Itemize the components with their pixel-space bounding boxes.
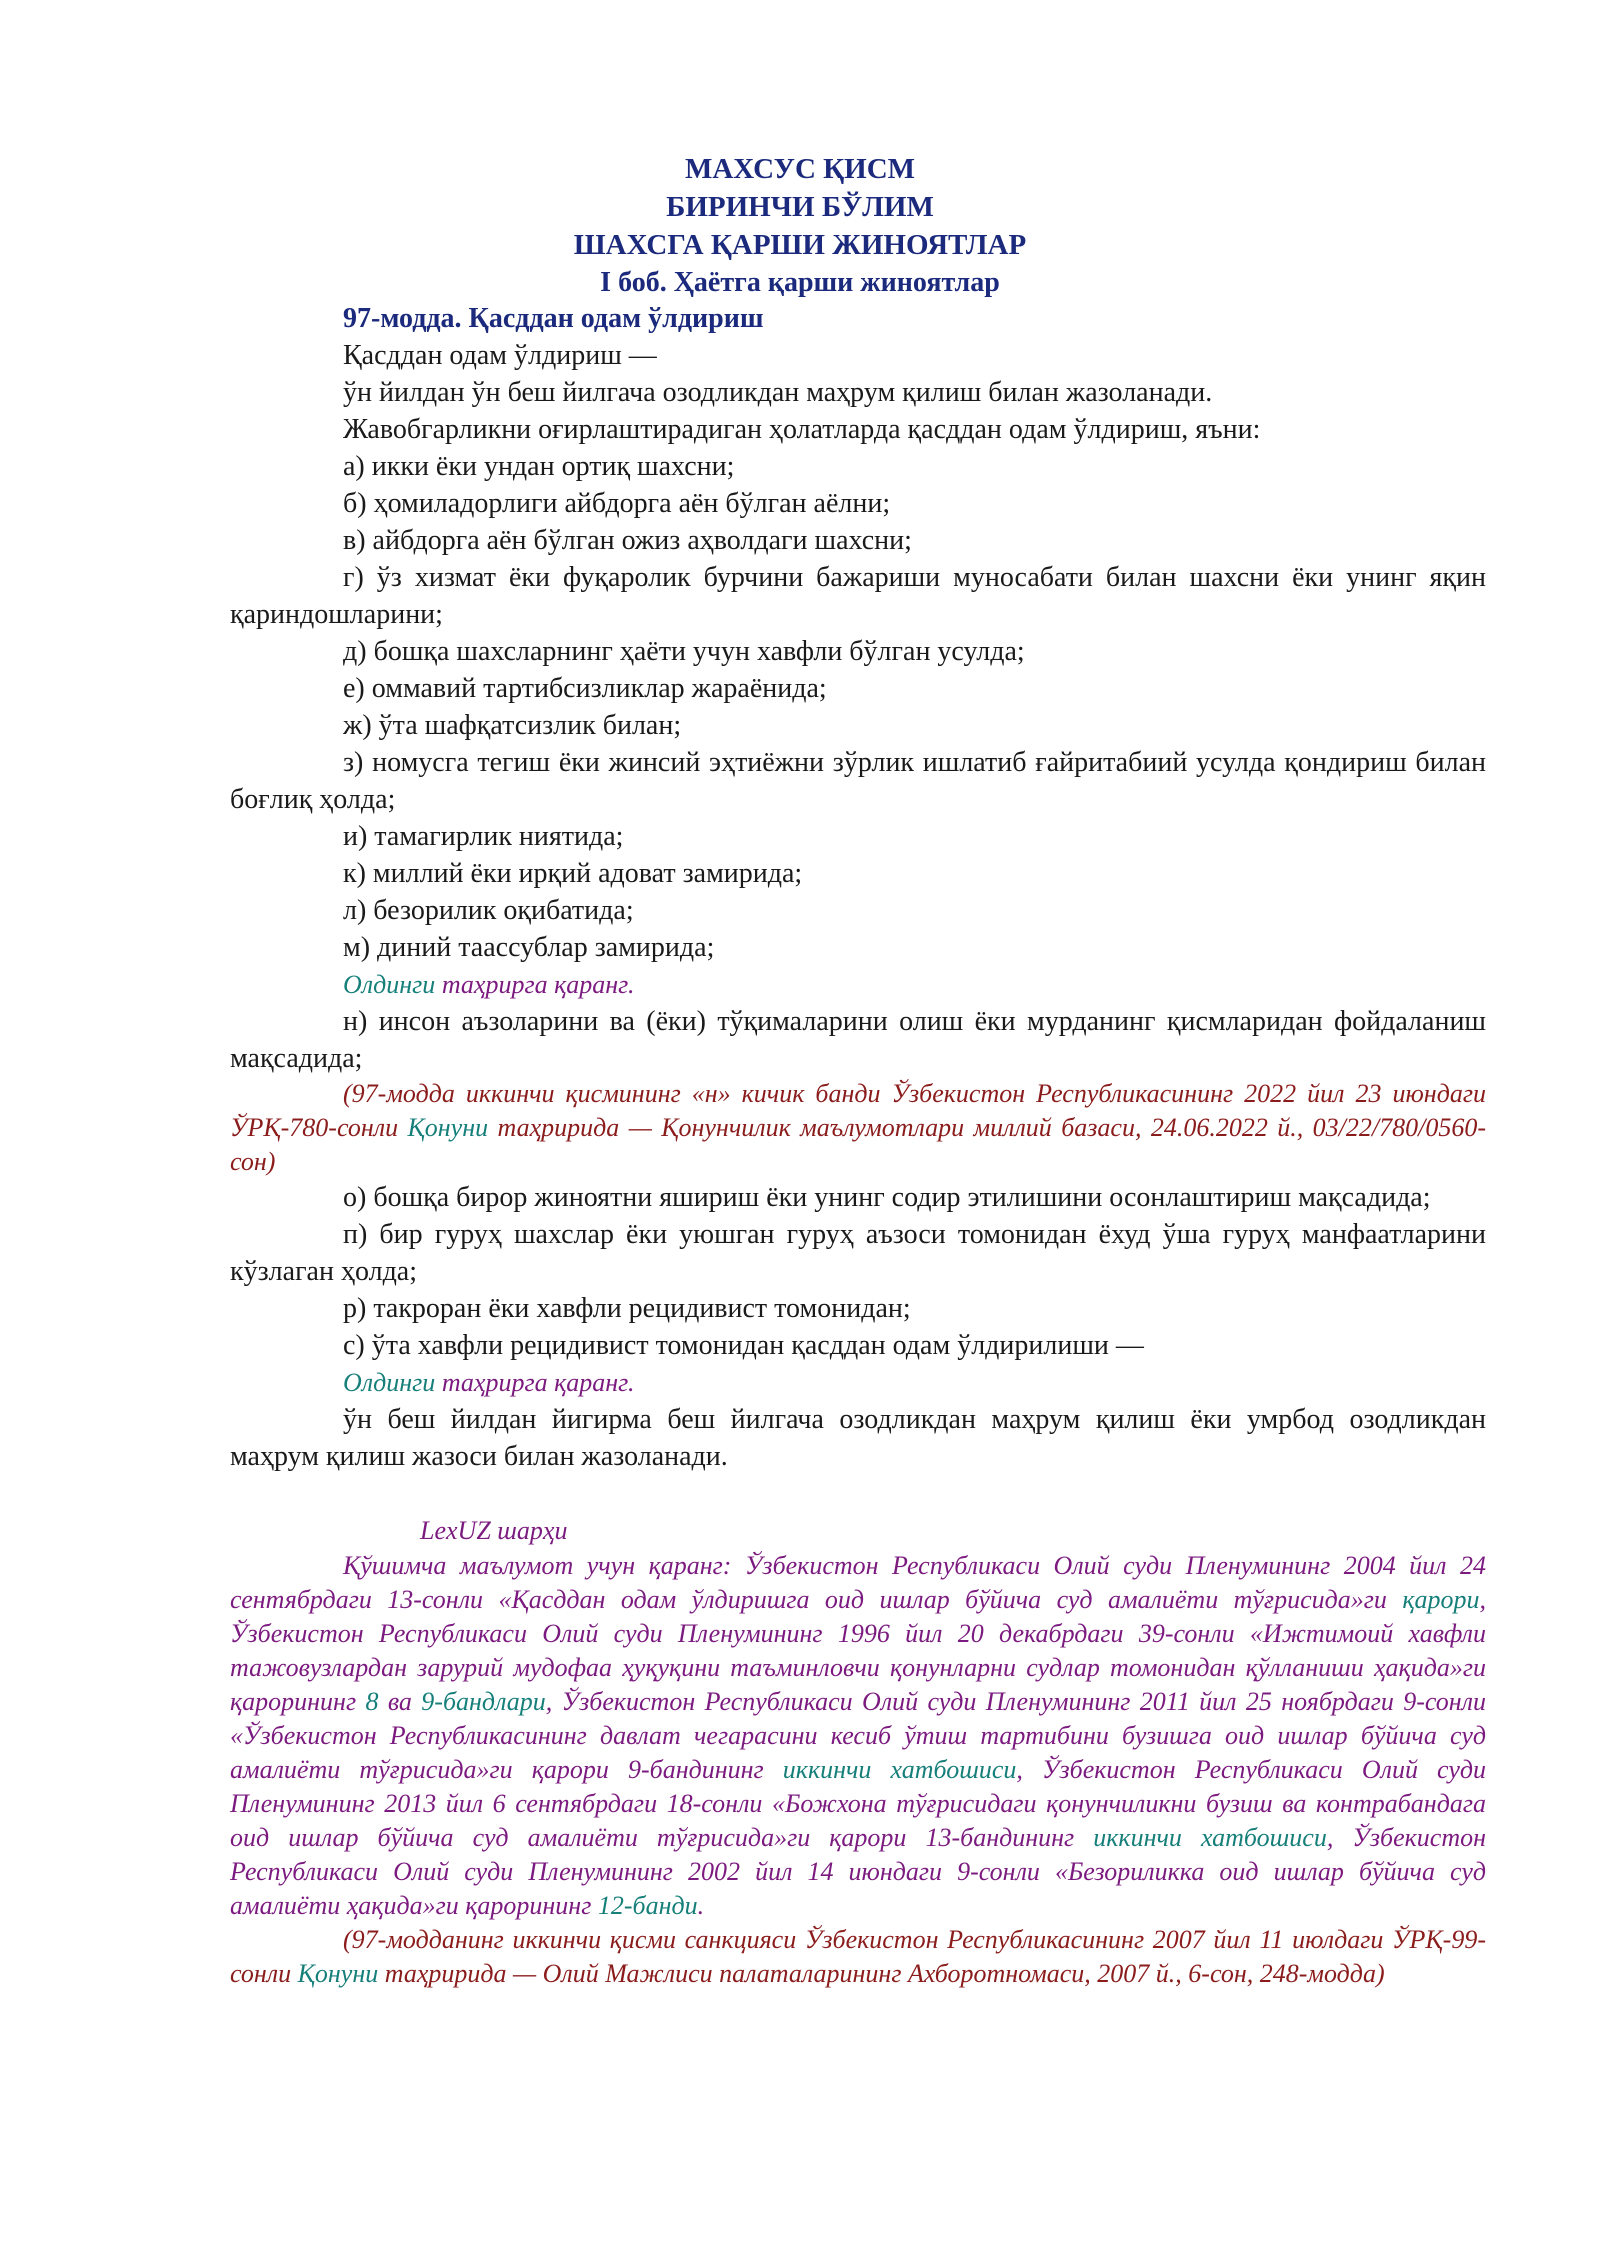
edition-link[interactable]: таҳрирга қаранг. (441, 970, 635, 999)
commentary-link[interactable]: қарори (1402, 1585, 1480, 1614)
previous-link[interactable]: Олдинги (343, 1368, 436, 1397)
previous-edition-link[interactable] (230, 966, 1486, 1003)
lexuz-commentary: Қўшимча маълумот учун қаранг: Ўзбекистон Республикаси Олий суди Пленумининг 2004 йил 24 сентябрдаги 13-сонли «Қасддан одам ўлдиришга оид ишлар бўйича суд амалиёти тўғрисида»ги қарори, Ўзбекистон Республикаси Олий суди Пленумининг 1996 йил 20 декабрдаги 39-сонли «Ижтимоий хавфли тажовузлардан зарурий мудофаа ҳуқуқини таъминловчи қонунларни судлар томонидан қўлланиши ҳақида»ги қарорининг 8 ва 9-бандлари, Ўзбекистон Республикаси Олий суди Пленумининг 2011 йил 25 ноябрдаги 9-сонли «Ўзбекистон Республикасининг давлат чегарасини кесиб ўтиш тартибини бузишга оид ишлар бўйича суд амалиёти тўғрисида»ги қарори 9-бандининг иккинчи хатбошиси, Ўзбекистон Республикаси Олий суди Пленумининг 2013 йил 6 сентябрдаги 18-сонли «Божхона тўғрисидаги қонунчиликни бузиш ва контрабандага оид ишлар бўйича суд амалиёти тўғрисида»ги қарори 13-бандининг иккинчи хатбошиси, Ўзбекистон Республикаси Олий суди Пленумининг 2002 йил 14 июндаги 9-сонли «Безориликка оид ишлар бўйича суд амалиёти ҳақида»ги қарорининг 12-банди. (230, 1551, 1487, 1920)
list-item: а) икки ёки ундан ортиқ шахсни; (343, 451, 735, 482)
list-item: з) номусга тегиш ёки жинсий эҳтиёжни зўрлик ишлатиб ғайритабиий усулда қондириш билан боғлиқ ҳолда; (230, 747, 1486, 815)
list-item: н) инсон аъзоларини ва (ёки) тўқималарини олиш ёки мурданинг қисмларидан фойдаланиш мақсадида; (230, 1006, 1486, 1074)
list-item: м) диний таассублар замирида; (343, 932, 715, 963)
list-item: к) миллий ёки ирқий адоват замирида; (343, 858, 803, 889)
commentary-link[interactable]: 9-бандлари (421, 1687, 546, 1716)
special-part-heading: МАХСУС ҚИСМ (684, 153, 916, 185)
list-item: с) ўта хавфли рецидивист томонидан қасддан одам ўлдирилиши — (343, 1330, 1144, 1361)
previous-edition-link[interactable] (230, 1364, 1486, 1401)
list-item: ж) ўта шафқатсизлик билан; (343, 710, 682, 741)
list-item: д) бошқа шахсларнинг ҳаёти учун хавфли бўлган усулда; (343, 636, 1025, 667)
list-item: б) ҳомиладорлиги айбдорга аён бўлган аёлни; (343, 488, 891, 519)
sanction-paragraph: ўн беш йилдан йигирма беш йилгача озодликдан маҳрум қилиш ёки умрбод озодликдан маҳрум қилиш жазоси билан жазоланади. (230, 1404, 1486, 1472)
crimes-against-person-heading: ШАХСГА ҚАРШИ ЖИНОЯТЛАР (573, 229, 1027, 261)
lexuz-commentary-title: LexUZ шарҳи (420, 1516, 568, 1545)
spacer (230, 1475, 1486, 1512)
law-link[interactable]: Қонуни (407, 1113, 489, 1142)
list-item: г) ўз хизмат ёки фуқаролик бурчини бажариши муносабати билан шахсни ёки унинг яқин қариндошларини; (230, 562, 1486, 630)
commentary-link[interactable]: 8 (365, 1687, 379, 1716)
list-item: л) безорилик оқибатида; (343, 895, 634, 926)
list-item: е) оммавий тартибсизликлар жараёнида; (343, 673, 827, 704)
amendment-note: (97-модданинг иккинчи қисми санкцияси Ўзбекистон Республикасининг 2007 йил 11 июлдаги ЎРҚ-99-сонли Қонуни таҳририда — Олий Мажлиси палаталарининг Ахборотномаси, 2007 й., 6-сон, 248-модда) (230, 1925, 1486, 1988)
edition-link[interactable]: таҳрирга қаранг. (441, 1368, 635, 1397)
article-title: 97-модда. Қасддан одам ўлдириш (343, 303, 764, 334)
paragraph: Қасддан одам ўлдириш — (343, 340, 657, 371)
commentary-link[interactable]: 12-банди (597, 1891, 698, 1920)
chapter-heading: I боб. Ҳаётга қарши жиноятлар (600, 267, 1000, 298)
list-item: и) тамагирлик ниятида; (343, 821, 624, 852)
section-headings (0, 150, 1600, 302)
law-link[interactable]: Қонуни (297, 1959, 379, 1988)
list-item: о) бошқа бирор жиноятни яшириш ёки унинг содир этилишини осонлаштириш мақсадида; (343, 1182, 1431, 1213)
commentary-link[interactable]: иккинчи хатбошиси (782, 1755, 1017, 1784)
list-item: р) такроран ёки хавфли рецидивист томонидан; (343, 1293, 911, 1324)
first-division-heading: БИРИНЧИ БЎЛИМ (666, 191, 934, 223)
paragraph: ўн йилдан ўн беш йилгача озодликдан маҳрум қилиш билан жазоланади. (343, 377, 1213, 408)
list-item: п) бир гуруҳ шахслар ёки уюшган гуруҳ аъзоси томонидан ёхуд ўша гуруҳ манфаатларини кўзлаган ҳолда; (230, 1219, 1486, 1287)
previous-link[interactable]: Олдинги (343, 970, 436, 999)
amendment-note: (97-модда иккинчи қисмининг «н» кичик банди Ўзбекистон Республикасининг 2022 йил 23 июндаги ЎРҚ-780-сонли Қонуни таҳририда — Қонунчилик маълумотлари миллий базаси, 24.06.2022 й., 03/22/780/0560-сон) (230, 1079, 1487, 1176)
paragraph: Жавобгарликни оғирлаштирадиган ҳолатларда қасддан одам ўлдириш, яъни: (343, 414, 1261, 445)
article-body (230, 300, 1486, 1991)
commentary-link[interactable]: иккинчи хатбошиси (1093, 1823, 1327, 1852)
list-item: в) айбдорга аён бўлган ожиз аҳволдаги шахсни; (343, 525, 912, 556)
